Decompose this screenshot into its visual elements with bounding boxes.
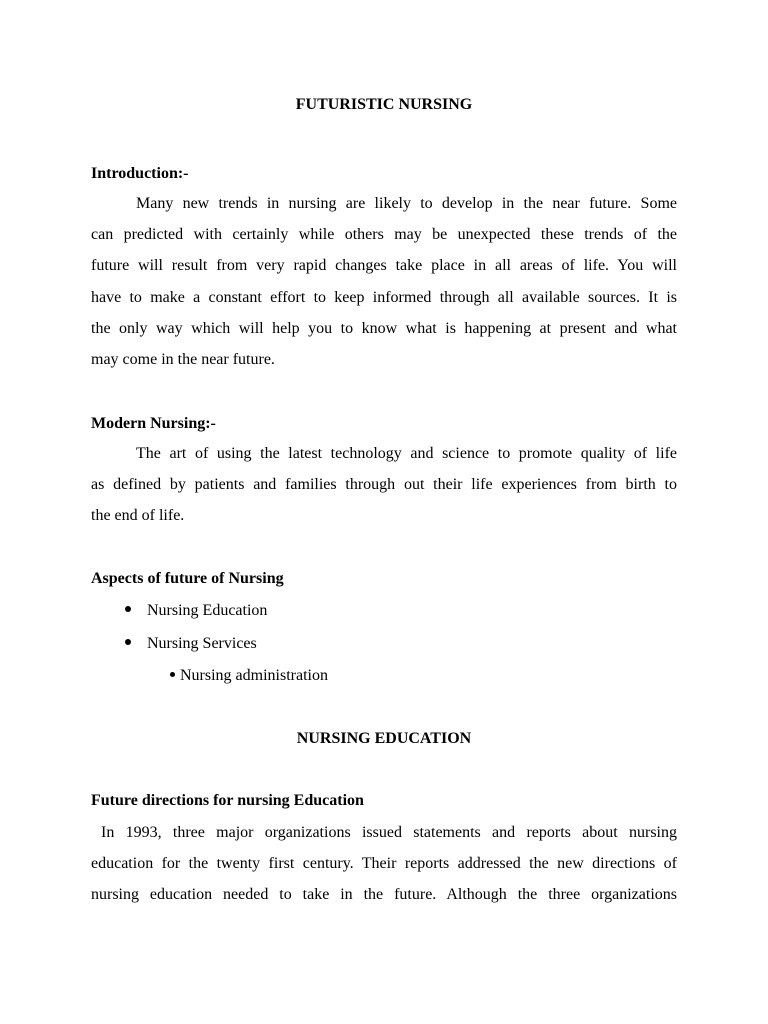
section-title: NURSING EDUCATION [296,730,472,747]
list-item-label: Nursing administration [180,667,328,684]
education-line: nursing education needed to take in the future. Although the three organizations [91,886,677,904]
intro-paragraph [91,188,677,375]
modern-line: The art of using the latest technology and science to promote quality of life [136,445,677,462]
modern-line: as defined by patients and families through out their life experiences from birth to [91,476,677,494]
bullet-icon [170,672,175,677]
modern-line: the end of life. [91,507,185,525]
intro-line: can predicted with certainly while others may be unexpected these trends of the [91,226,677,244]
education-paragraph [91,817,677,911]
intro-line: have to make a constant effort to keep informed through all available sources. It is [91,288,677,306]
list-item [125,632,257,656]
modern-paragraph [91,438,677,532]
education-line: education for the twenty first century. Their reports addressed the new directions of [91,855,677,873]
list-item [170,664,328,688]
intro-line: future will result from very rapid changes take place in all areas of life. You will [91,257,677,275]
education-heading: Future directions for nursing Education [91,792,364,809]
intro-heading: Introduction:- [91,165,189,182]
education-line: In 1993, three major organizations issued statements and reports about nursing [101,824,677,841]
bullet-icon [125,639,131,645]
intro-line: may come in the near future. [91,350,275,368]
list-item [125,599,267,623]
aspects-heading: Aspects of future of Nursing [91,570,284,587]
intro-line: the only way which will help you to know what is happening at present and what [91,319,677,337]
document-title: FUTURISTIC NURSING [295,96,473,113]
modern-heading: Modern Nursing:- [91,415,216,432]
list-item-label: Nursing Services [147,635,257,652]
intro-line: Many new trends in nursing are likely to develop in the near future. Some [136,195,677,212]
list-item-label: Nursing Education [147,602,268,619]
bullet-icon [125,606,131,612]
